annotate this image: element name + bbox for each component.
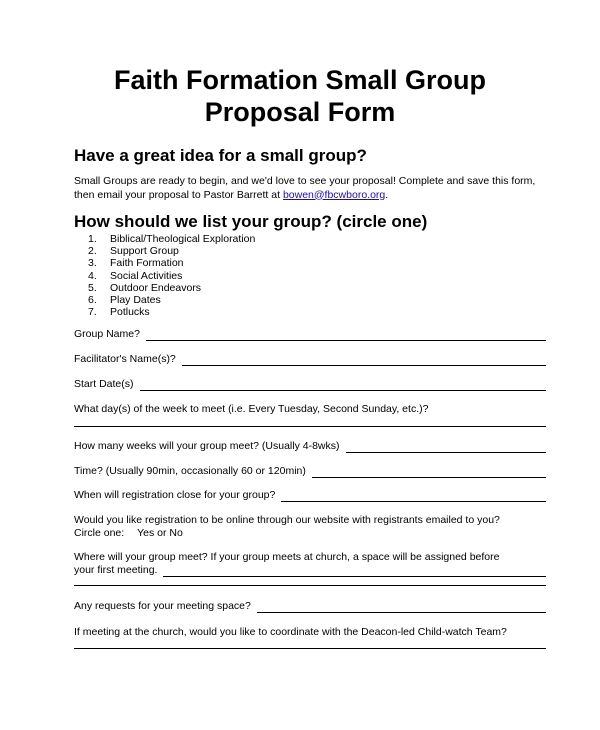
meeting-space-label: Any requests for your meeting space? xyxy=(74,600,251,612)
registration-online-question: Would you like registration to be online through our website with registrants emailed to you? xyxy=(74,514,500,526)
list-item-number: 5. xyxy=(88,281,97,294)
circle-one-label: Circle one: xyxy=(74,527,125,539)
list-item[interactable] xyxy=(88,257,255,269)
list-item-number: 6. xyxy=(88,294,97,307)
weeks-input-line[interactable] xyxy=(346,442,546,453)
child-watch-input-line[interactable] xyxy=(74,648,546,649)
section-heading-idea: Have a great idea for a small group? xyxy=(74,146,367,165)
group-name-field xyxy=(74,328,546,341)
start-dates-label: Start Date(s) xyxy=(74,378,134,390)
weeks-label: How many weeks will your group meet? (Usually 4-8wks) xyxy=(74,440,340,452)
yes-no-options[interactable]: Yes or No xyxy=(137,527,183,539)
list-item-label: Support Group xyxy=(110,245,179,258)
list-item-number: 1. xyxy=(88,233,97,245)
time-field xyxy=(74,465,546,478)
time-input-line[interactable] xyxy=(312,467,546,478)
registration-close-label: When will registration close for your group? xyxy=(74,489,276,501)
list-item[interactable] xyxy=(88,233,255,245)
form-title-line-1: Faith Formation Small Group xyxy=(113,65,486,95)
list-item-number: 7. xyxy=(88,306,97,319)
list-item-label: Social Activities xyxy=(110,269,183,282)
list-item-label: Faith Formation xyxy=(110,257,184,270)
meeting-space-input-line[interactable] xyxy=(257,602,546,613)
list-item[interactable] xyxy=(88,270,255,282)
form-title xyxy=(0,64,600,128)
where-meet-label-cont: your first meeting. xyxy=(74,564,158,576)
list-item-number: 4. xyxy=(88,269,97,282)
list-item-label: Biblical/Theological Exploration xyxy=(110,233,256,245)
facilitator-field xyxy=(74,353,546,366)
start-dates-input-line[interactable] xyxy=(140,380,546,391)
meeting-space-field xyxy=(74,600,546,613)
where-meet-input-line-2[interactable] xyxy=(74,585,546,586)
registration-close-field xyxy=(74,489,546,502)
facilitator-label: Facilitator's Name(s)? xyxy=(74,353,176,365)
group-name-label: Group Name? xyxy=(74,328,140,340)
list-item[interactable] xyxy=(88,245,255,257)
day-of-week-label: What day(s) of the week to meet (i.e. Every Tuesday, Second Sunday, etc.)? xyxy=(74,403,429,415)
list-item-label: Potlucks xyxy=(110,306,150,319)
registration-close-input-line[interactable] xyxy=(281,491,546,502)
child-watch-question: If meeting at the church, would you like to coordinate with the Deacon-led Child-watch Team? xyxy=(74,626,507,638)
time-label: Time? (Usually 90min, occasionally 60 or 120min) xyxy=(74,465,306,477)
day-of-week-input-line[interactable] xyxy=(74,426,546,427)
weeks-field xyxy=(74,440,546,453)
section-heading-listing: How should we list your group? (circle one) xyxy=(74,212,428,231)
intro-paragraph xyxy=(74,175,554,202)
list-item-label: Play Dates xyxy=(110,294,161,307)
list-item-label: Outdoor Endeavors xyxy=(110,281,202,294)
circle-one-row xyxy=(74,527,183,540)
start-dates-field xyxy=(74,378,546,391)
list-item[interactable] xyxy=(88,306,255,318)
intro-text-2: . xyxy=(385,188,389,201)
list-item[interactable] xyxy=(88,282,255,294)
email-link[interactable]: bowen@fbcwboro.org xyxy=(282,188,386,201)
where-meet-input-line[interactable] xyxy=(163,566,546,577)
intro-text-1: Small Groups are ready to begin, and we'd love to see your proposal! Complete and save this form, then email your proposal to Pastor Barrett at xyxy=(74,175,536,201)
where-meet-question: Where will your group meet? If your group meets at church, a space will be assigned before xyxy=(74,551,500,563)
list-item[interactable] xyxy=(88,294,255,306)
group-name-input-line[interactable] xyxy=(146,330,546,341)
category-list xyxy=(88,233,255,318)
where-meet-field xyxy=(74,564,546,577)
list-item-number: 2. xyxy=(88,245,97,258)
list-item-number: 3. xyxy=(88,257,97,270)
form-title-line-2: Proposal Form xyxy=(204,97,396,127)
facilitator-input-line[interactable] xyxy=(182,355,546,366)
